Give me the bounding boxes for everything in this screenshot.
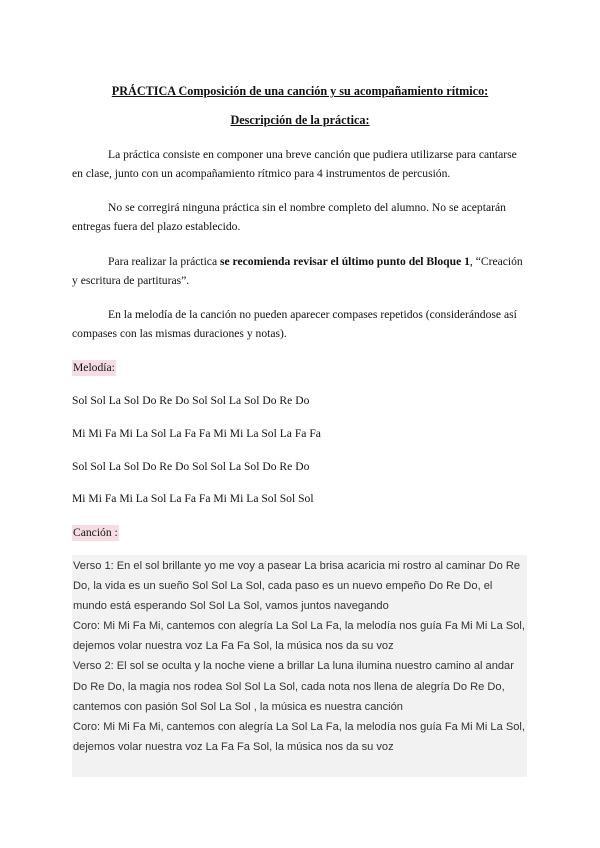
melody-line-1: Sol Sol La Sol Do Re Do Sol Sol La Sol Do Re Do bbox=[72, 394, 310, 407]
song-chorus-2: Coro: Mi Mi Fa Mi, cantemos con alegría La Sol La Fa, la melodía nos guía Fa Mi Mi La Sol, dejemos volar nuestra voz La Fa Fa Sol, la música nos da su voz bbox=[73, 720, 525, 753]
paragraph-requirements: No se corregirá ninguna práctica sin el nombre completo del alumno. No se aceptarán entregas fuera del plazo establecido. bbox=[72, 201, 506, 233]
paragraph-recommendation bbox=[72, 252, 528, 290]
song-chorus-1: Coro: Mi Mi Fa Mi, cantemos con alegría La Sol La Fa, la melodía nos guía Fa Mi Mi La Sol, dejemos volar nuestra voz La Fa Fa Sol, la música nos da su voz bbox=[73, 620, 525, 653]
paragraph-description: La práctica consiste en componer una breve canción que pudiera utilizarse para cantarse en clase, junto con un acompañamiento rítmico para 4 instrumentos de percusión. bbox=[72, 148, 517, 180]
recommendation-text-bold: se recomienda revisar el último punto del Bloque 1 bbox=[220, 255, 470, 268]
song-label: Canción : bbox=[73, 526, 118, 539]
song-verse-2: Verso 2: El sol se oculta y la noche viene a brillar La luna ilumina nuestro camino al andar Do Re Do, la magia nos rodea Sol Sol La Sol, cada nota nos llena de alegría Do Re Do, cantemos con pasión Sol Sol La Sol , la música es nuestra canción bbox=[73, 660, 514, 713]
melody-line-2: Mi Mi Fa Mi La Sol La Fa Fa Mi Mi La Sol La Fa Fa bbox=[72, 427, 321, 440]
song-verse-1: Verso 1: En el sol brillante yo me voy a pasear La brisa acaricia mi rostro al caminar Do Re Do, la vida es un sueño Sol Sol La Sol, cada paso es un nuevo empeño Do Re Do, el mundo está esperando Sol Sol La Sol, vamos juntos navegando bbox=[73, 560, 521, 613]
document-title: PRÁCTICA Composición de una canción y su acompañamiento rítmico: bbox=[111, 84, 489, 98]
paragraph-melody-rule: En la melodía de la canción no pueden aparecer compases repetidos (considerándose así compases con las mismas duraciones y notas). bbox=[72, 308, 517, 340]
song-lyrics bbox=[73, 556, 525, 757]
melody-line-4: Mi Mi Fa Mi La Sol La Fa Fa Mi Mi La Sol Sol Sol bbox=[72, 492, 314, 505]
recommendation-text-end: , “Creación y escritura de partituras”. bbox=[72, 255, 523, 287]
document-subtitle: Descripción de la práctica: bbox=[230, 113, 370, 127]
melody-line-3: Sol Sol La Sol Do Re Do Sol Sol La Sol Do Re Do bbox=[72, 460, 310, 473]
recommendation-text-start: Para realizar la práctica bbox=[108, 255, 220, 268]
melody-label: Melodía: bbox=[73, 361, 115, 374]
